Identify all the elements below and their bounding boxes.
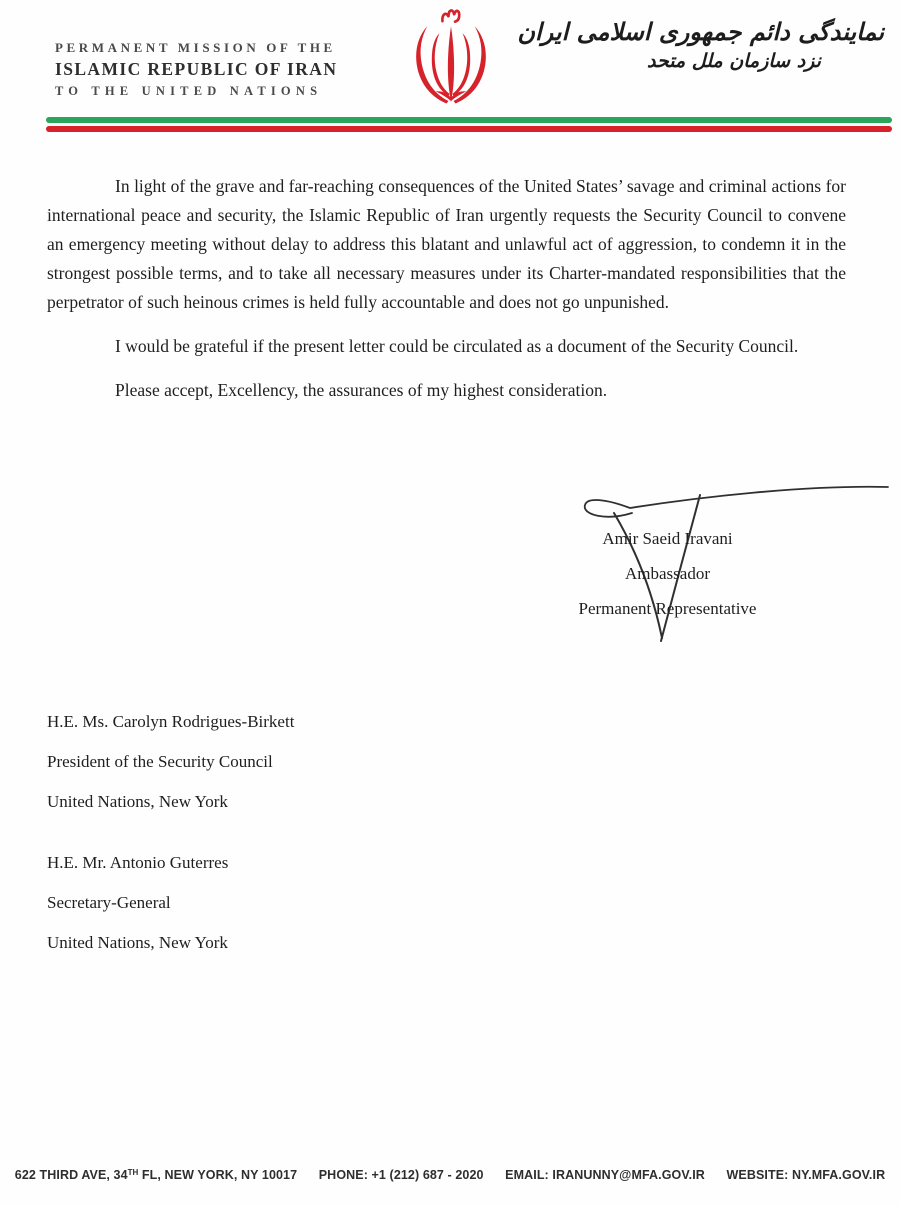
paragraph-2: I would be grateful if the present letter could be circulated as a document of the Security Council. xyxy=(115,336,799,356)
footer-email: EMAIL: IRANUNNY@MFA.GOV.IR xyxy=(505,1168,705,1182)
signatory-title-ambassador: Ambassador xyxy=(625,564,710,583)
signature-block xyxy=(535,521,800,626)
red-stripe xyxy=(46,126,892,132)
addressee-title: Secretary-General xyxy=(47,893,171,912)
persian-mission-name xyxy=(517,18,884,72)
mission-line-3: TO THE UNITED NATIONS xyxy=(55,84,323,98)
addressee-location: United Nations, New York xyxy=(47,792,228,811)
footer-address-post: FL, NEW YORK, NY 10017 xyxy=(138,1168,298,1182)
addressee-location: United Nations, New York xyxy=(47,933,228,952)
green-stripe xyxy=(46,117,892,123)
addressee-president xyxy=(47,702,294,822)
addressee-name: H.E. Ms. Carolyn Rodrigues-Birkett xyxy=(47,712,295,731)
paragraph-1: In light of the grave and far-reaching consequences of the United States’ savage and criminal actions for international peace and security, the Islamic Republic of Iran urgently requests the Security Council to convene an emergency meeting without delay to address this blatant and unlawful act of aggression, to condemn it in the strongest possible terms, and to take all necessary measures under its Charter-mandated responsibilities that the perpetrator of such heinous crimes is held fully accountable and does not go unpunished. xyxy=(47,176,846,312)
signatory-name: Amir Saeid Iravani xyxy=(602,529,733,548)
paragraph-3: Please accept, Excellency, the assurances of my highest consideration. xyxy=(115,380,608,400)
footer-address-pre: 622 THIRD AVE, 34 xyxy=(14,1168,128,1182)
mission-line-1: PERMANENT MISSION OF THE xyxy=(55,40,336,55)
mission-name-block xyxy=(55,40,337,99)
letter-body xyxy=(47,172,846,420)
signatory-title-permanent-representative: Permanent Representative xyxy=(578,599,757,618)
iran-emblem-icon xyxy=(399,5,503,106)
footer-address-ordinal: TH xyxy=(127,1168,139,1177)
addressee-title: President of the Security Council xyxy=(47,752,273,771)
mission-contact-footer xyxy=(0,1168,900,1182)
footer-address xyxy=(15,1168,297,1182)
addressee-list xyxy=(47,702,294,963)
addressee-name: H.E. Mr. Antonio Guterres xyxy=(47,853,229,872)
footer-phone: PHONE: +1 (212) 687 - 2020 xyxy=(318,1168,484,1182)
mission-line-2: ISLAMIC REPUBLIC OF IRAN xyxy=(55,59,338,79)
persian-line-2: نزد سازمان ملل متحد xyxy=(647,50,821,72)
addressee-secretary-general xyxy=(47,843,294,963)
footer-website: WEBSITE: NY.MFA.GOV.IR xyxy=(726,1168,886,1182)
flag-divider xyxy=(46,117,892,132)
persian-line-1: نمایندگی دائم جمهوری اسلامی ایران xyxy=(517,18,884,46)
